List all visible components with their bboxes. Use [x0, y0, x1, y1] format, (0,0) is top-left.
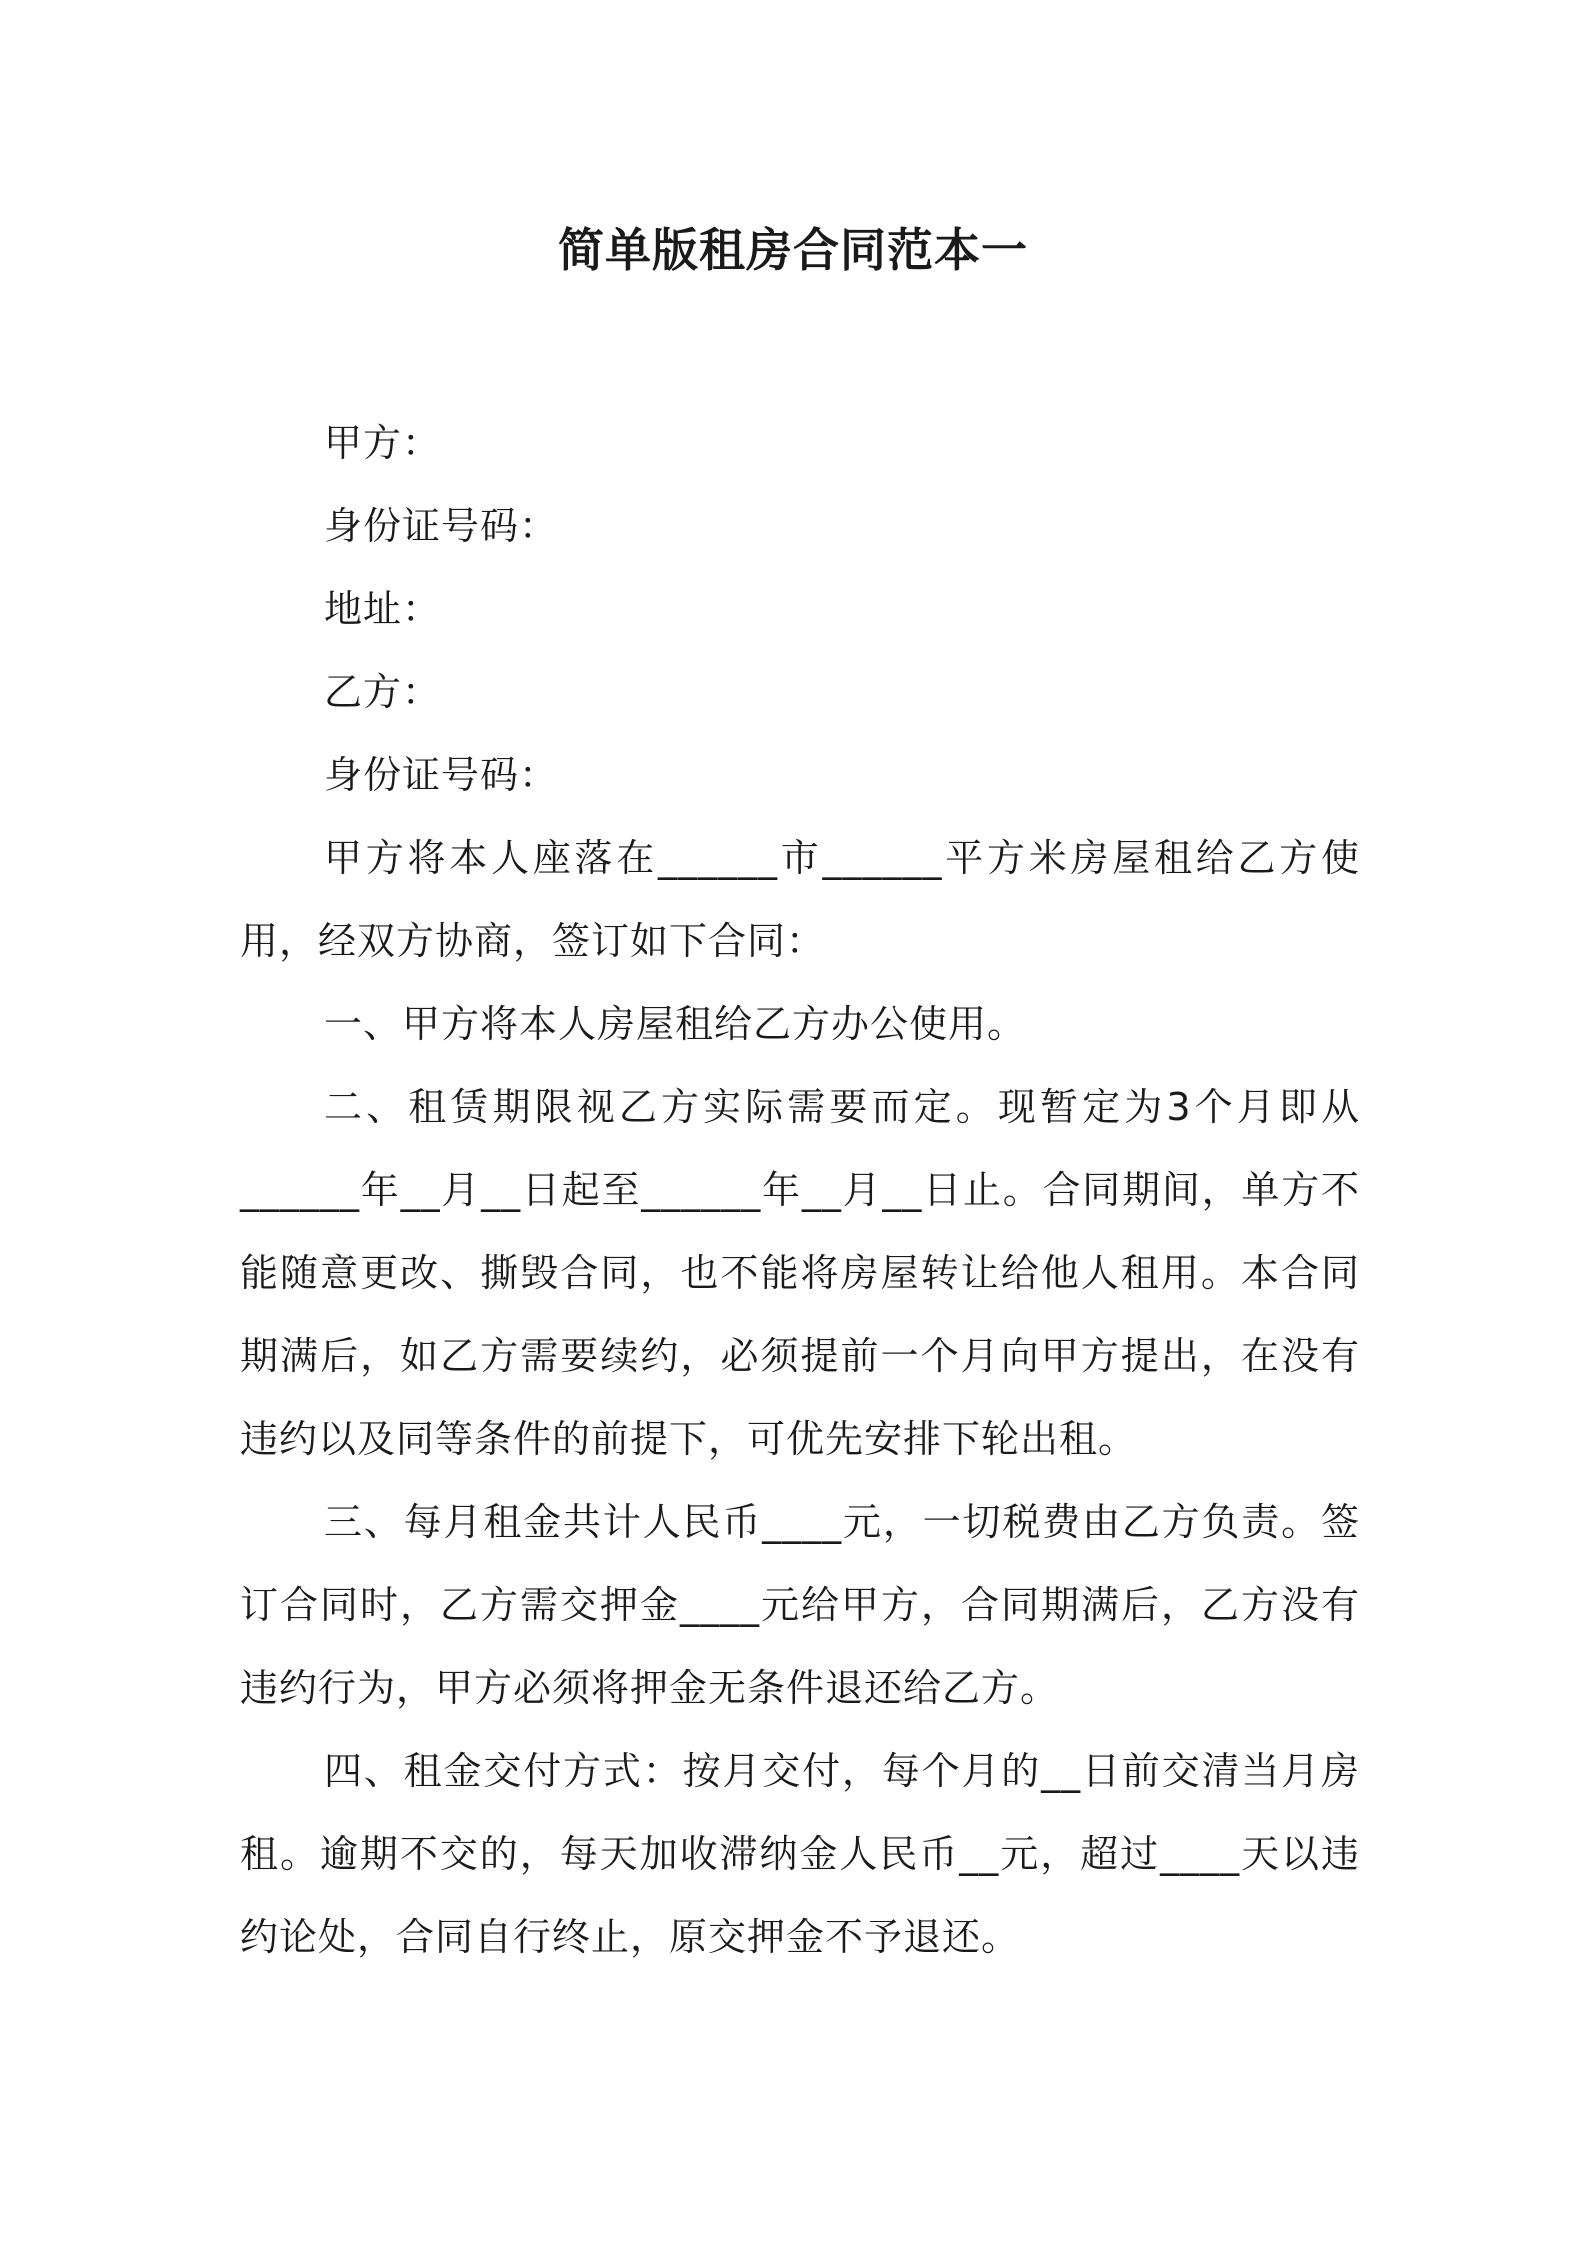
clause-1: 一、甲方将本人房屋租给乙方办公使用。 — [324, 1002, 1027, 1046]
intro-paragraph: 甲方将本人座落在______市______平方米房屋租给乙方使用，经双方协商，签订如下合同： — [240, 836, 1360, 963]
document-body — [240, 402, 1360, 1979]
clause-2: 二、租赁期限视乙方实际需要而定。现暂定为3个月即从______年__月__日起至______年__月__日止。合同期间，单方不能随意更改、撕毁合同，也不能将房屋转让给他人租用。本合同期满后，如乙方需要续约，必须提前一个月向甲方提出，在没有违约以及同等条件的前提下，可优先安排下轮出租。 — [240, 1085, 1360, 1461]
party-b-field: 乙方： — [324, 670, 442, 714]
party-a-field: 甲方： — [324, 421, 442, 465]
clause-3: 三、每月租金共计人民币____元，一切税费由乙方负责。签订合同时，乙方需交押金____元给甲方，合同期满后，乙方没有违约行为，甲方必须将押金无条件退还给乙方。 — [240, 1500, 1360, 1710]
party-a-id-field: 身份证号码： — [324, 504, 559, 548]
party-b-id-field: 身份证号码： — [324, 753, 559, 797]
clause-4: 四、租金交付方式：按月交付，每个月的__日前交清当月房租。逾期不交的，每天加收滞纳金人民币__元，超过____天以违约论处，合同自行终止，原交押金不予退还。 — [240, 1749, 1360, 1959]
party-a-address-field: 地址： — [324, 587, 442, 631]
document-title: 简单版租房合同范本一 — [558, 223, 1028, 277]
